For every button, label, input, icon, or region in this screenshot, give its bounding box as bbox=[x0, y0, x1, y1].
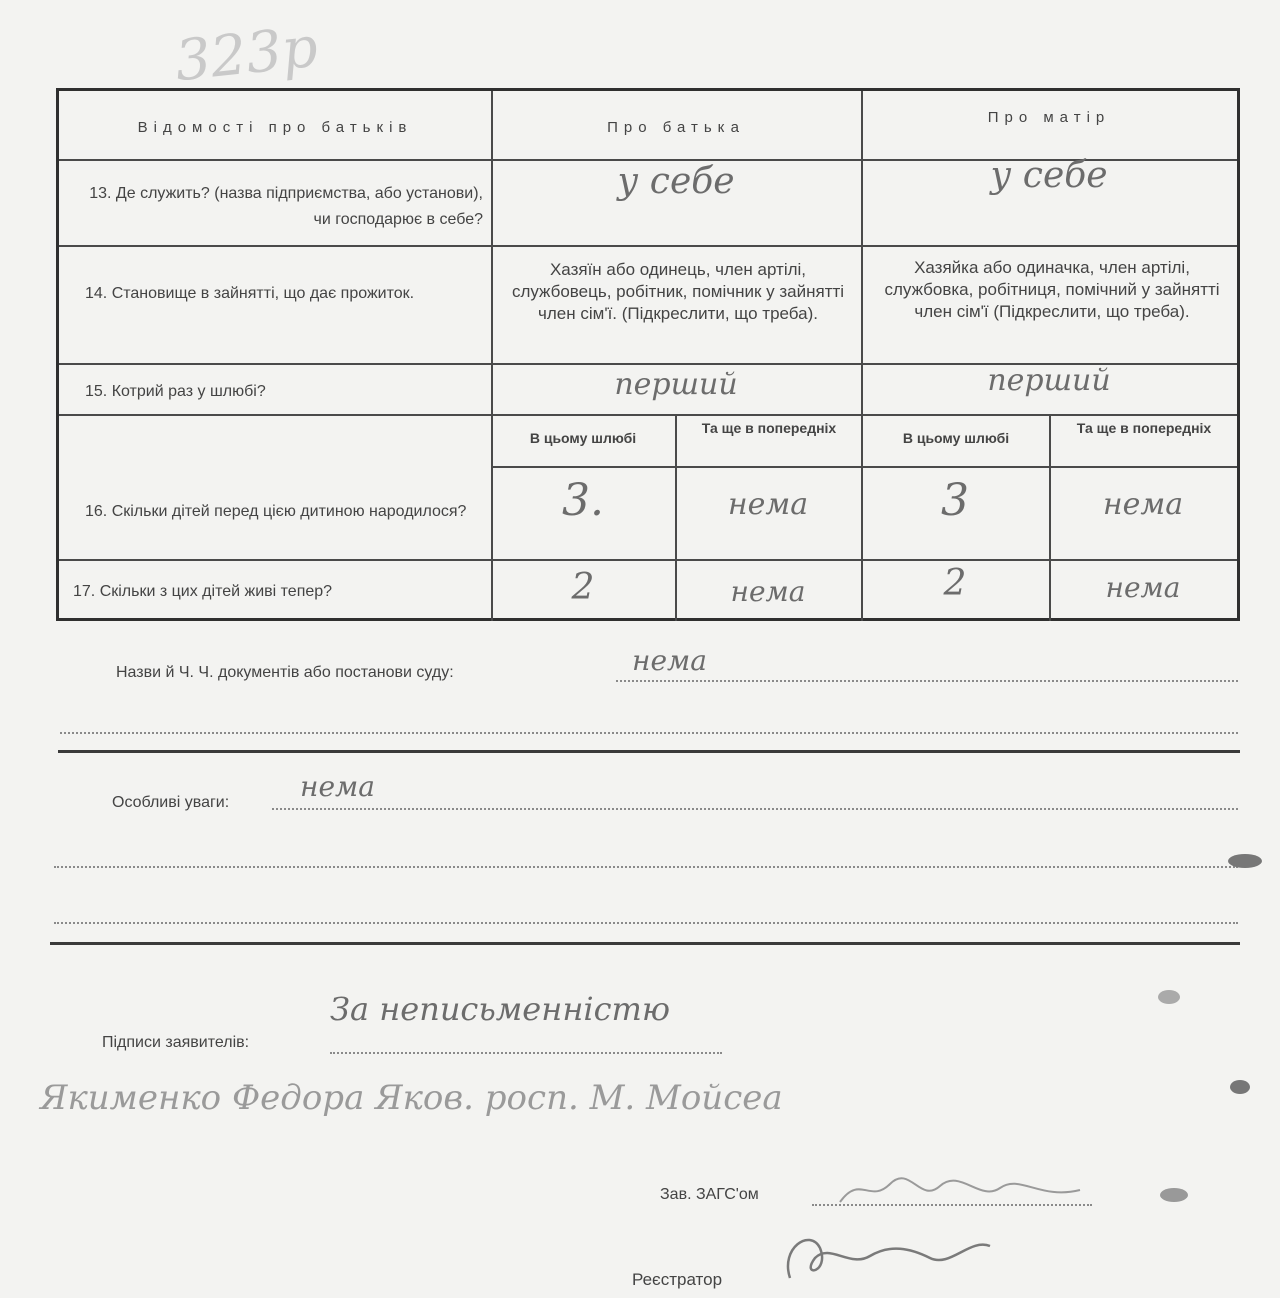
question-14: 14. Становище в зайнятті, що дає прожиток. bbox=[85, 285, 415, 302]
section-divider bbox=[50, 942, 1240, 945]
answer-13-mother: у себе bbox=[990, 155, 1108, 196]
documents-line bbox=[616, 680, 1238, 682]
answer-13-father: у себе bbox=[617, 161, 735, 202]
row-divider bbox=[59, 559, 1237, 561]
answer-17-father-previous: нема bbox=[730, 575, 806, 608]
remarks-label: Особливі уваги: bbox=[112, 794, 230, 811]
paper-mark bbox=[1228, 854, 1262, 868]
paper-mark bbox=[1160, 1188, 1188, 1202]
remarks-value: нема bbox=[300, 770, 375, 803]
question-17: 17. Скільки з цих дітей живі тепер? bbox=[73, 583, 333, 600]
answer-17-mother-this: 2 bbox=[943, 563, 967, 604]
remarks-line bbox=[54, 922, 1238, 924]
header-mother: Про матір bbox=[987, 109, 1111, 126]
answer-15-mother: перший bbox=[987, 363, 1111, 398]
question-16: 16. Скільки дітей перед цією дитиною народилося? bbox=[85, 503, 467, 520]
documents-value: нема bbox=[632, 644, 707, 677]
signatures-label: Підписи заявителів: bbox=[102, 1034, 250, 1051]
parents-info-table bbox=[56, 88, 1240, 621]
answer-17-father-this: 2 bbox=[571, 567, 595, 608]
options-14-mother: Хазяйка або одиначка, член артілі, службовка, робітниця, помічний у зайнятті член сім'ї (Підкреслити, що треба). bbox=[884, 258, 1220, 321]
sheet-number: 323р bbox=[171, 14, 321, 95]
documents-label: Назви й Ч. Ч. документів або постанови суду: bbox=[116, 664, 454, 681]
zags-head-label: Зав. ЗАГС'ом bbox=[660, 1186, 759, 1203]
applicant-signature: Якименко Федора Яков. росп. М. Мойсеа bbox=[40, 1078, 783, 1118]
header-parents-info: Відомості про батьків bbox=[137, 119, 413, 136]
row-divider bbox=[491, 466, 1237, 468]
registrar-label: Реєстратор bbox=[632, 1270, 723, 1289]
remarks-line bbox=[54, 866, 1238, 868]
row-divider bbox=[59, 245, 1237, 247]
subheader-father-previous: Та ще в попередніх bbox=[701, 420, 837, 436]
subheader-mother-this: В цьому шлюбі bbox=[902, 430, 1010, 446]
signatures-line bbox=[330, 1052, 722, 1054]
subheader-mother-previous: Та ще в попередніх bbox=[1076, 420, 1212, 436]
answer-17-mother-previous: нема bbox=[1105, 571, 1181, 604]
options-14-father: Хазяїн або одинець, член артілі, службовець, робітник, помічник у зайнятті член сім'ї. (Підкреслити, що треба). bbox=[511, 260, 845, 323]
header-father: Про батька bbox=[607, 119, 745, 136]
subheader-father-this: В цьому шлюбі bbox=[529, 430, 637, 446]
paper-mark bbox=[1230, 1080, 1250, 1094]
row-divider bbox=[59, 414, 1237, 416]
answer-16-father-this: 3. bbox=[562, 475, 604, 526]
answer-16-father-previous: нема bbox=[727, 487, 809, 522]
registrar-signature bbox=[770, 1218, 1010, 1290]
section-divider bbox=[58, 750, 1240, 753]
answer-16-mother-previous: нема bbox=[1102, 487, 1184, 522]
answer-15-father: перший bbox=[614, 367, 738, 402]
paper-mark bbox=[1158, 990, 1180, 1004]
question-13: 13. Де служить? (назва підприємства, або установи), чи господарює в себе? bbox=[89, 185, 483, 228]
documents-line bbox=[60, 732, 1238, 734]
answer-16-mother-this: 3 bbox=[941, 475, 969, 526]
question-15: 15. Котрий раз у шлюбі? bbox=[85, 383, 266, 400]
remarks-line bbox=[272, 808, 1238, 810]
signatures-note: За неписьменністю bbox=[330, 990, 671, 1028]
zags-head-signature bbox=[830, 1164, 1090, 1214]
